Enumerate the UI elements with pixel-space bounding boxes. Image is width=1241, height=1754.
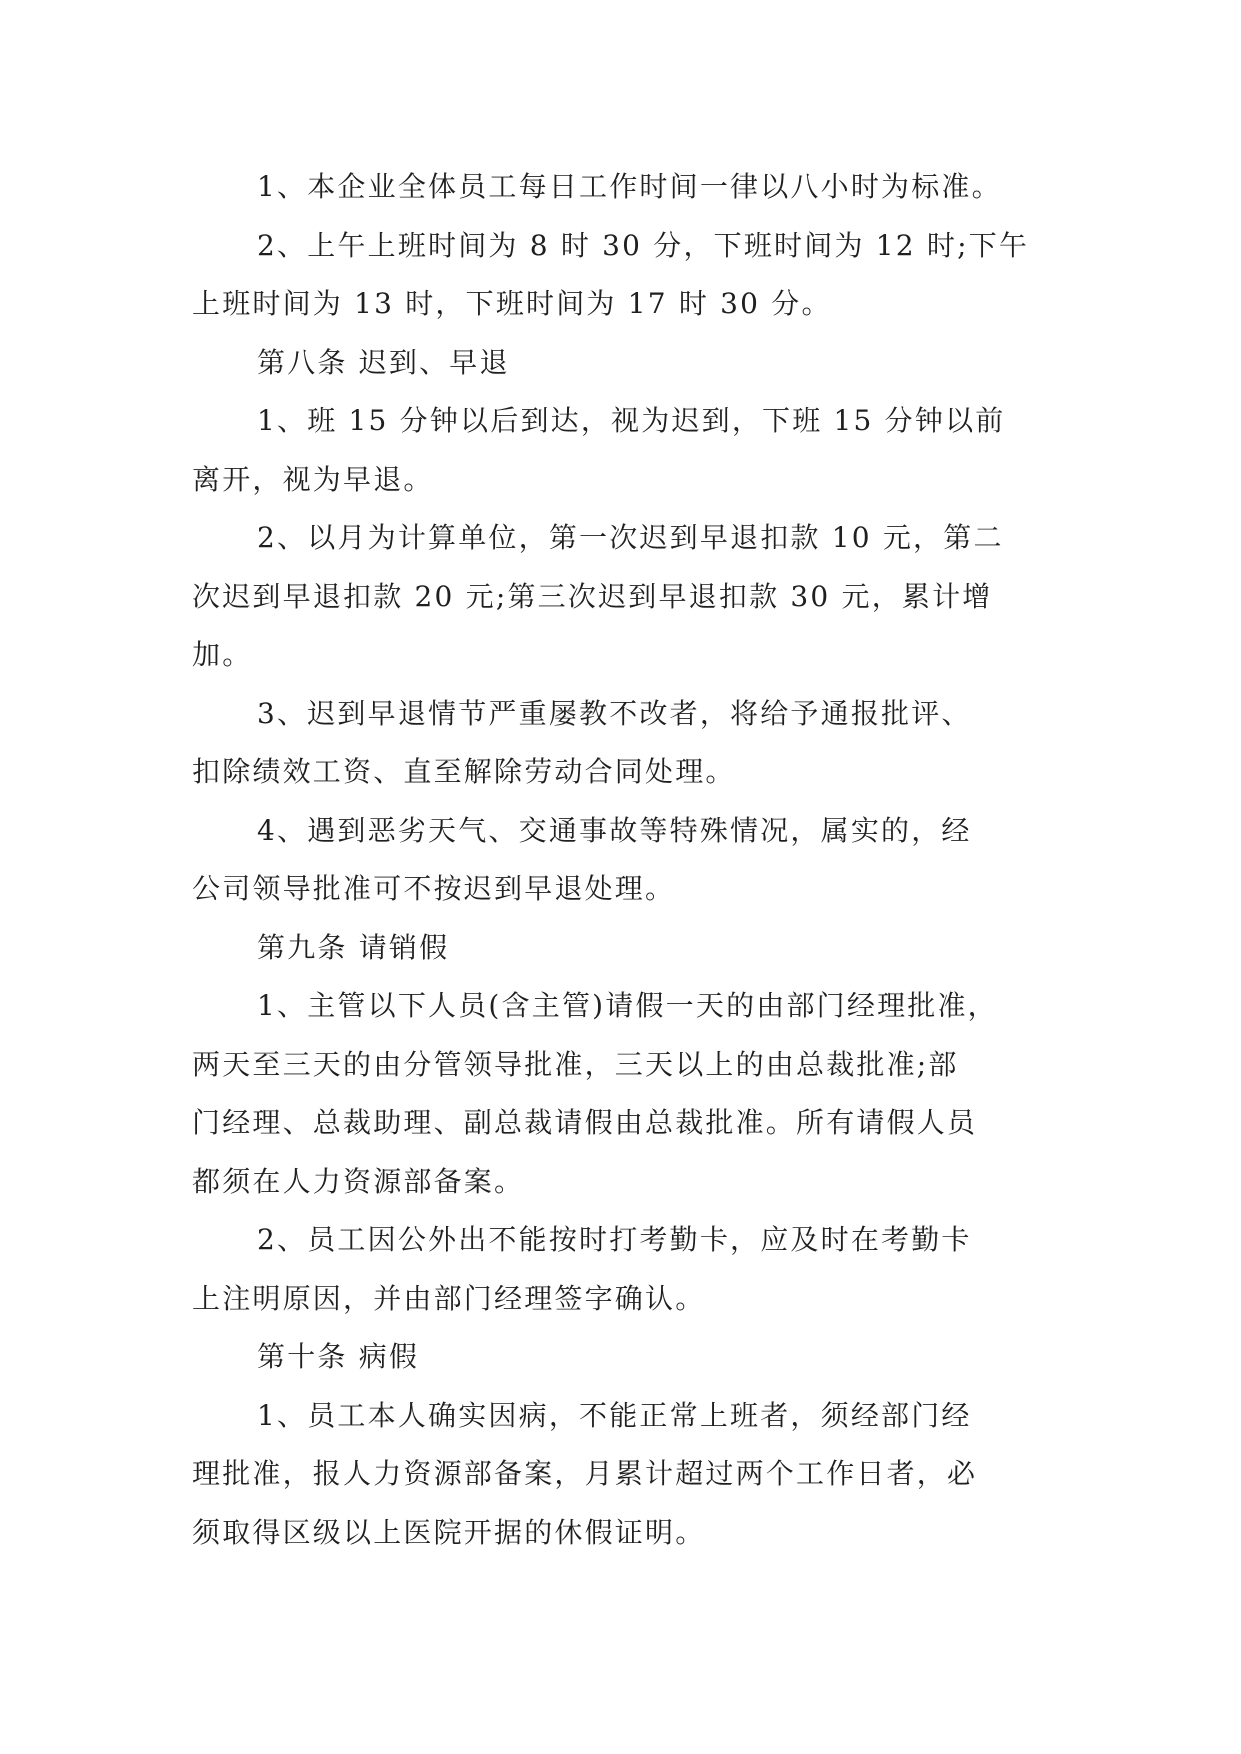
business-trip-paragraph — [192, 1211, 1052, 1328]
text-line: 两天至三天的由分管领导批准，三天以上的由总裁批准;部 — [192, 1047, 959, 1081]
article-8-heading — [192, 334, 1052, 393]
lateness-definition-paragraph — [192, 392, 1052, 509]
text-line: 公司领导批准可不按迟到早退处理。 — [192, 872, 676, 905]
section-heading: 第九条 请销假 — [257, 930, 450, 964]
special-circumstances-paragraph — [192, 802, 1052, 919]
article-9-heading — [192, 919, 1052, 978]
section-heading: 第十条 病假 — [257, 1340, 420, 1373]
lateness-penalty-paragraph — [192, 509, 1052, 685]
text-line: 2、上午上班时间为 8 时 30 分，下班时间为 12 时;下午 — [257, 228, 1030, 262]
text-line: 4、遇到恶劣天气、交通事故等特殊情况，属实的，经 — [257, 813, 972, 847]
text-line: 扣除绩效工资、直至解除劳动合同处理。 — [192, 755, 736, 788]
leave-approval-paragraph — [192, 977, 1052, 1211]
text-line: 次迟到早退扣款 20 元;第三次迟到早退扣款 30 元，累计增 — [192, 579, 993, 613]
text-line: 门经理、总裁助理、副总裁请假由总裁批准。所有请假人员 — [192, 1106, 978, 1139]
text-line: 1、主管以下人员(含主管)请假一天的由部门经理批准， — [257, 989, 998, 1022]
text-line: 理批准，报人力资源部备案，月累计超过两个工作日者，必 — [192, 1457, 978, 1490]
text-line: 1、班 15 分钟以后到达，视为迟到，下班 15 分钟以前 — [257, 404, 1006, 437]
text-line: 离开，视为早退。 — [192, 462, 434, 496]
text-line: 上注明原因，并由部门经理签字确认。 — [192, 1281, 706, 1315]
repeat-offender-paragraph — [192, 685, 1052, 802]
text-line: 都须在人力资源部备案。 — [192, 1164, 525, 1198]
document-body — [192, 158, 1052, 1562]
section-heading: 第八条 迟到、早退 — [257, 345, 510, 379]
sick-leave-paragraph — [192, 1387, 1052, 1563]
text-line: 1、本企业全体员工每日工作时间一律以八小时为标准。 — [257, 170, 1002, 203]
text-line: 3、迟到早退情节严重屡教不改者，将给予通报批评、 — [257, 696, 972, 730]
office-hours-paragraph — [192, 217, 1052, 334]
work-hours-paragraph — [192, 158, 1052, 217]
article-10-heading — [192, 1328, 1052, 1387]
text-line: 加。 — [192, 638, 253, 671]
text-line: 2、员工因公外出不能按时打考勤卡，应及时在考勤卡 — [257, 1223, 972, 1256]
text-line: 1、员工本人确实因病，不能正常上班者，须经部门经 — [257, 1398, 972, 1432]
text-line: 上班时间为 13 时，下班时间为 17 时 30 分。 — [192, 287, 832, 320]
text-line: 2、以月为计算单位，第一次迟到早退扣款 10 元，第二 — [257, 521, 1004, 554]
text-line: 须取得区级以上医院开据的休假证明。 — [192, 1515, 706, 1549]
